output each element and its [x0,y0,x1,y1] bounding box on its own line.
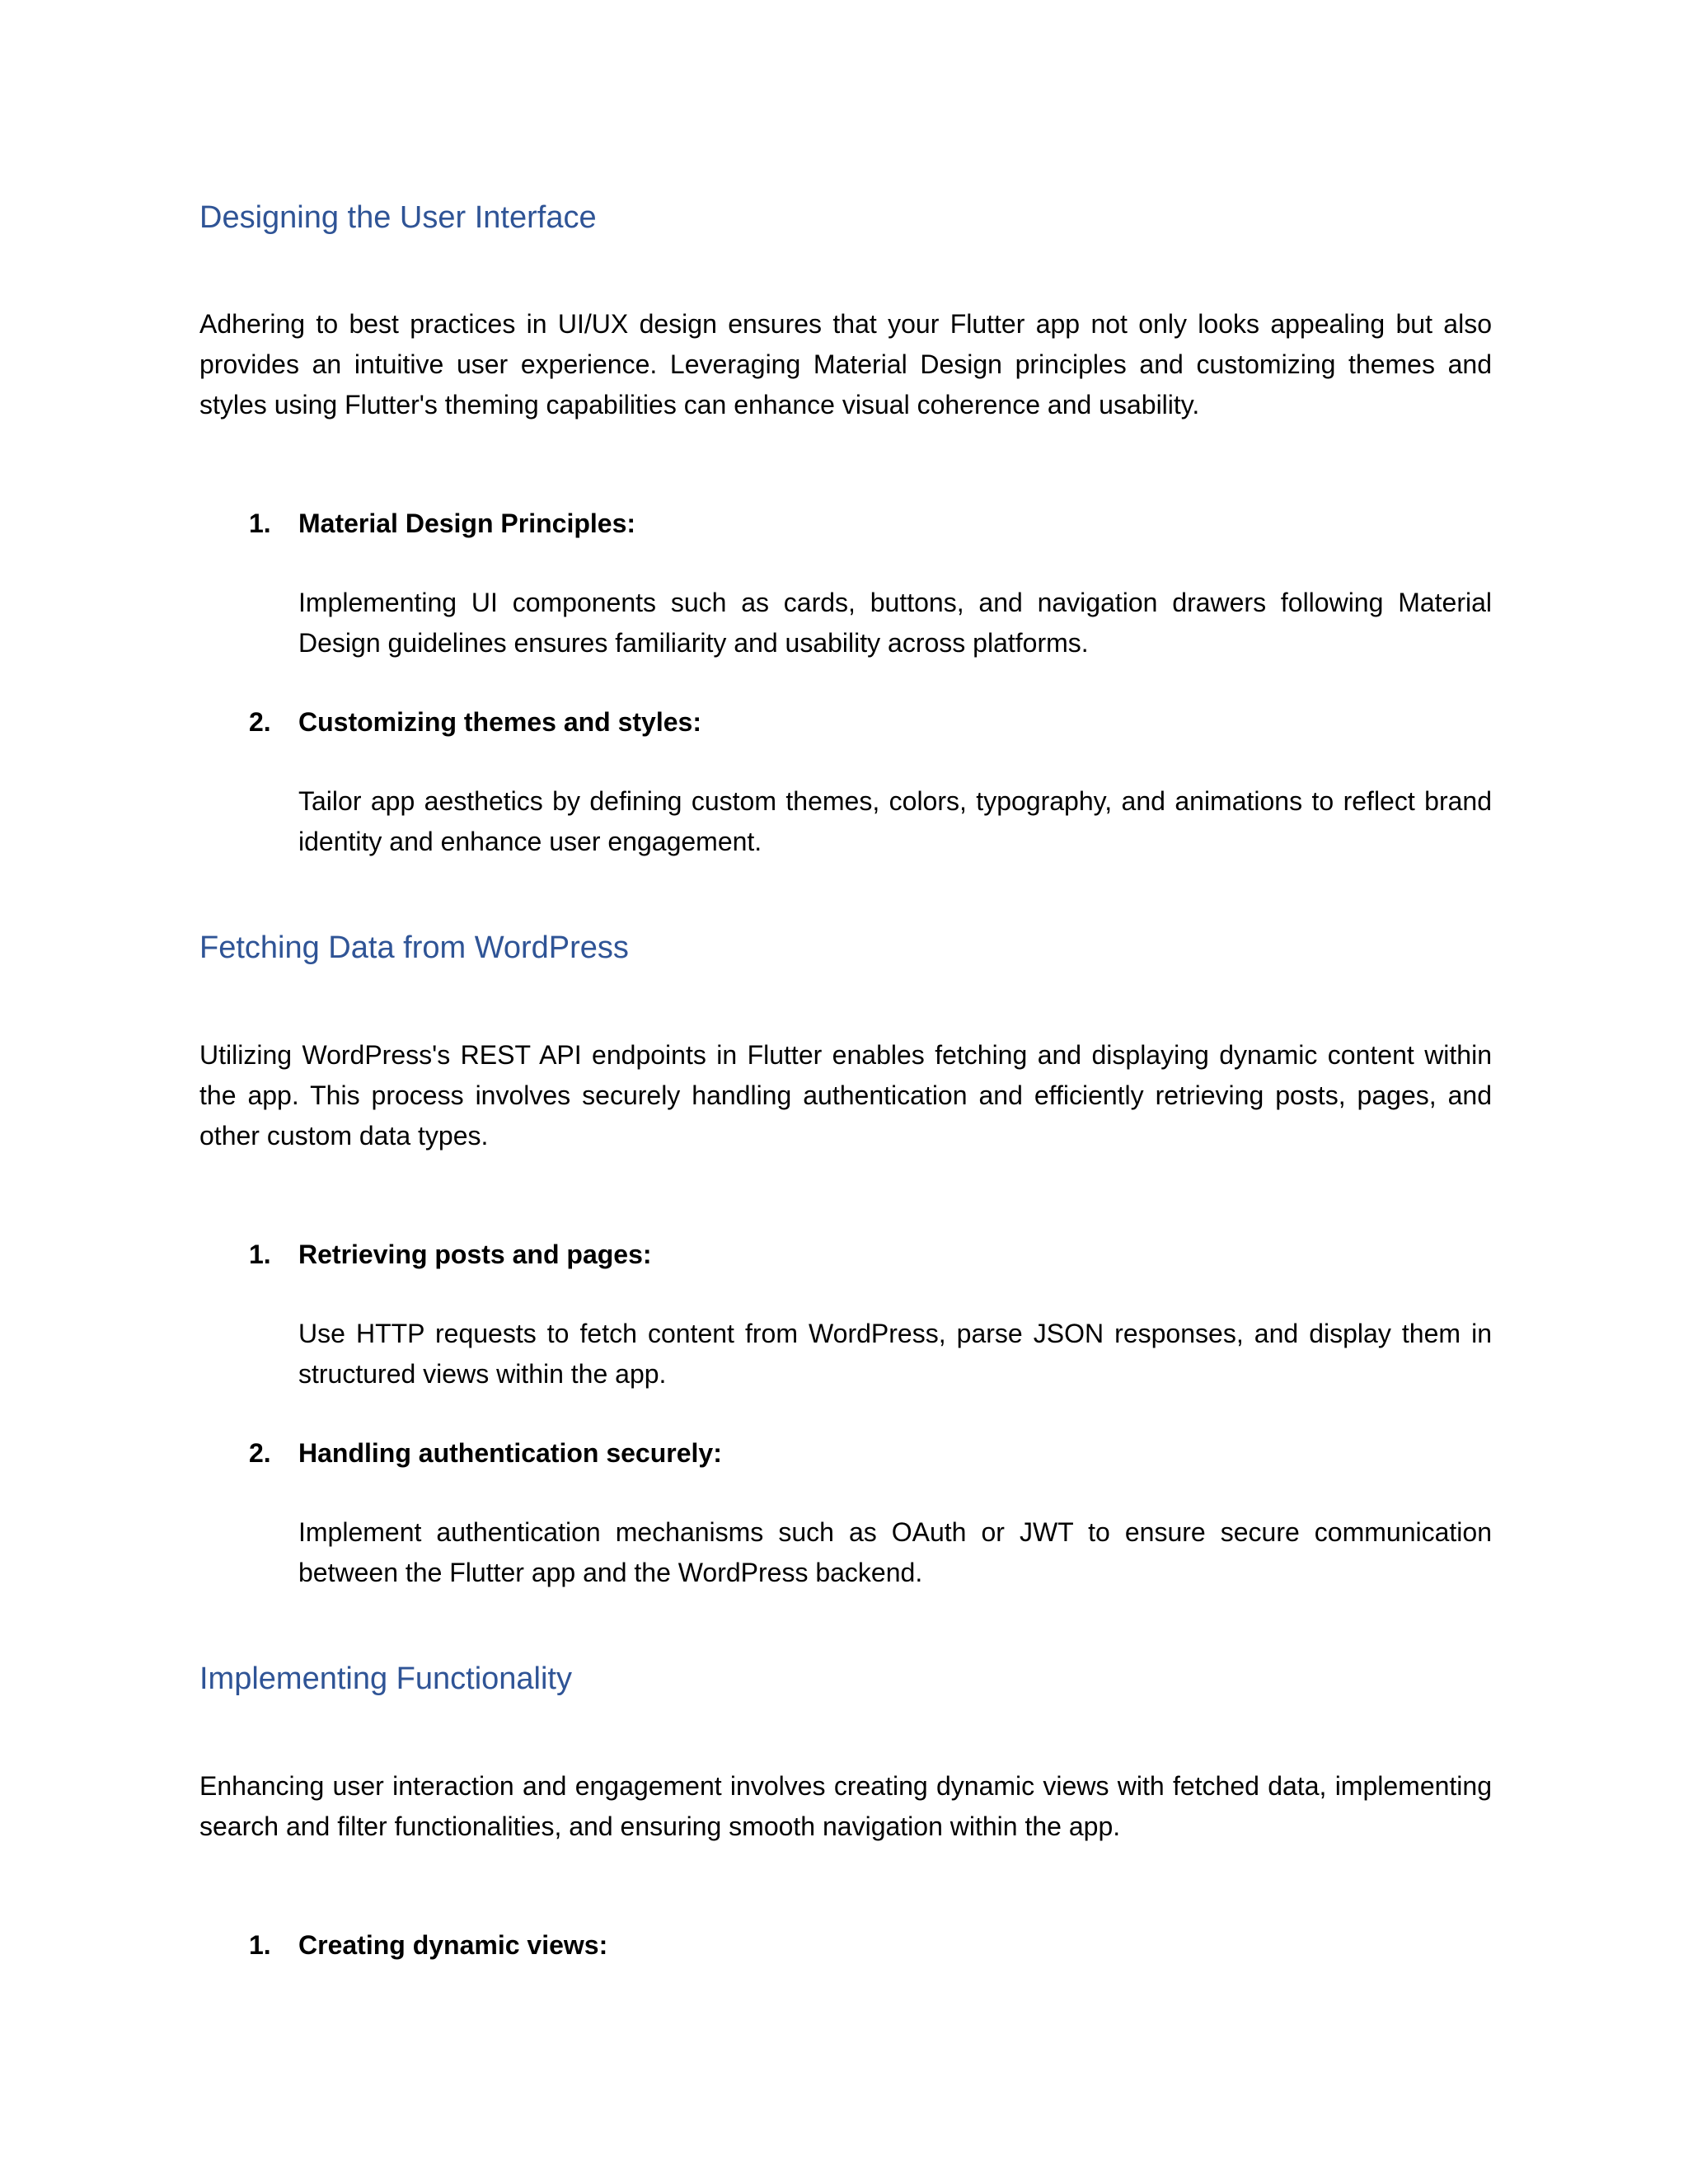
list-item-title-retrieving-posts [249,1235,652,1275]
list-item-title-text: Material Design Principles: [298,509,636,538]
section-paragraph-implementing-functionality: Enhancing user interaction and engagement involves creating dynamic views with fetched data, implementing search and filter functionalities, and ensuring smooth navigation within the app. [199,1771,1492,1841]
list-item-number: 1. [249,1930,271,1960]
list-item-number: 2. [249,1438,271,1468]
section-paragraph-designing-ui: Adhering to best practices in UI/UX design ensures that your Flutter app not only looks appealing but also provides an intuitive user experience. Leveraging Material Design principles and customizing themes and styles using Flutter's theming capabilities can enhance visual coherence and usability. [199,309,1492,419]
list-item-number: 2. [249,707,271,737]
section-paragraph-fetching-data: Utilizing WordPress's REST API endpoints in Flutter enables fetching and displaying dynamic content within the app. This process involves securely handling authentication and efficiently retrieving posts, pages, and other custom data types. [199,1040,1492,1151]
list-item-title-text: Handling authentication securely: [298,1438,722,1468]
list-item-title-text: Retrieving posts and pages: [298,1240,652,1269]
list-item-title-handling-auth [249,1433,722,1474]
list-item-body-customizing-themes: Tailor app aesthetics by defining custom themes, colors, typography, and animations to reflect brand identity and enhance user engagement. [298,786,1492,856]
list-item-number: 1. [249,1240,271,1269]
section-heading-fetching-data: Fetching Data from WordPress [199,930,629,965]
list-item-title-text: Customizing themes and styles: [298,707,701,737]
list-item-title-customizing-themes [249,702,701,743]
list-item-title-material-design [249,504,635,544]
list-item-body-retrieving-posts: Use HTTP requests to fetch content from WordPress, parse JSON responses, and display them in structured views within the app. [298,1319,1492,1389]
section-heading-designing-ui: Designing the User Interface [199,200,597,235]
section-heading-implementing-functionality: Implementing Functionality [199,1661,572,1696]
list-item-body-material-design: Implementing UI components such as cards, buttons, and navigation drawers following Material Design guidelines ensures familiarity and usability across platforms. [298,588,1492,658]
list-item-title-text: Creating dynamic views: [298,1930,608,1960]
list-item-body-handling-auth: Implement authentication mechanisms such as OAuth or JWT to ensure secure communication between the Flutter app and the WordPress backend. [298,1517,1492,1587]
list-item-number: 1. [249,509,271,538]
list-item-title-dynamic-views [249,1925,607,1966]
